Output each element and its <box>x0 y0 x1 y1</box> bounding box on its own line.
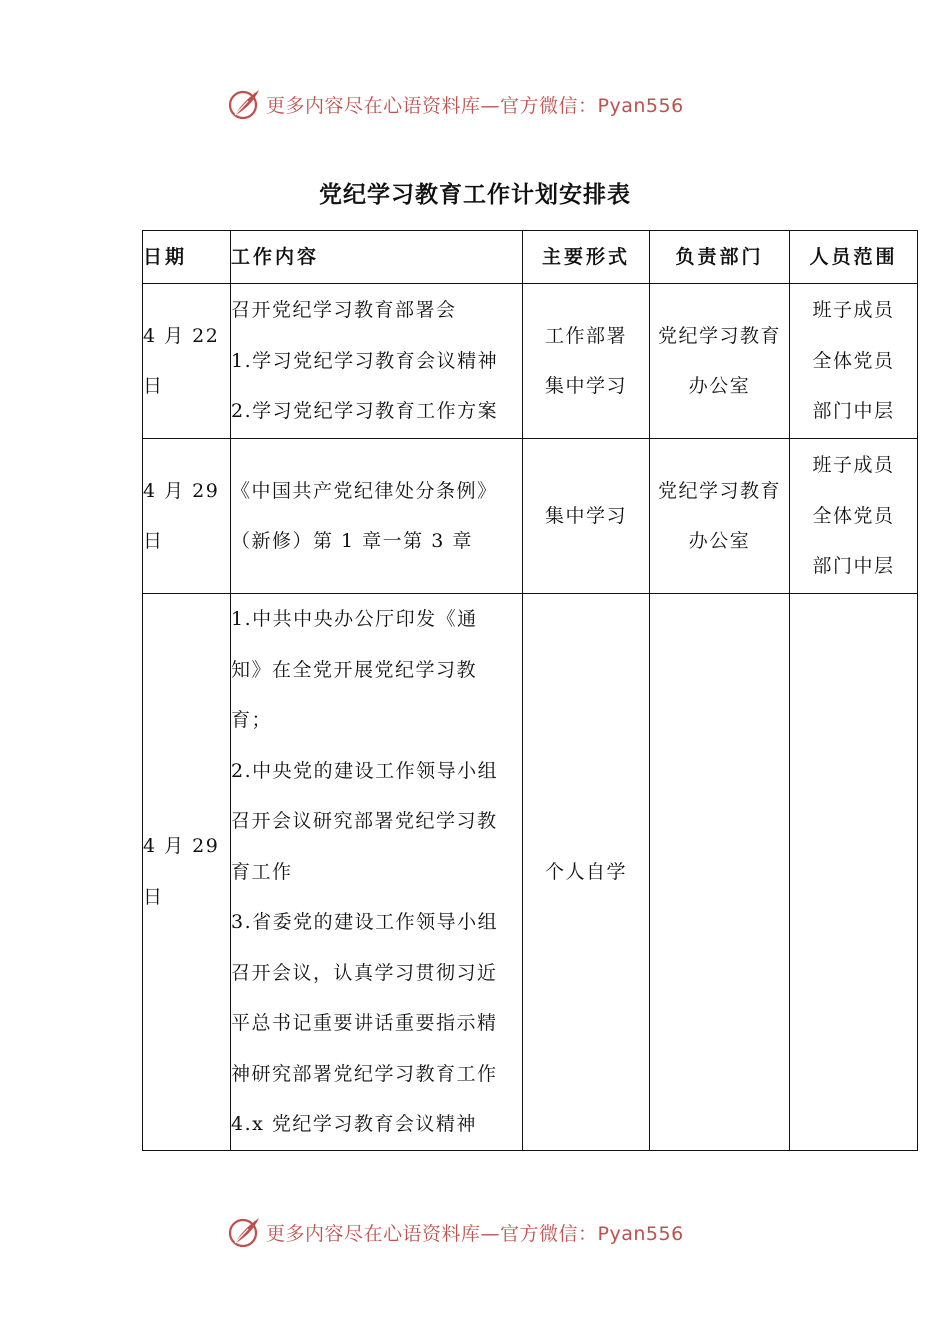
content-line: 神研究部署党纪学习教育工作 <box>231 1062 498 1085</box>
content-line: 1.学习党纪学习教育会议精神 <box>231 349 499 372</box>
content-line: 平总书记重要讲话重要指示精 <box>231 1012 498 1034</box>
date-cell <box>143 594 231 1151</box>
content-line: 3.省委党的建设工作领导小组 <box>231 911 499 933</box>
document-title: 党纪学习教育工作计划安排表 <box>319 181 631 208</box>
content-cell <box>231 439 523 594</box>
form-cell <box>523 439 650 594</box>
content-line: 4.x 党纪学习教育会议精神 <box>231 1113 477 1135</box>
scope-cell-empty <box>790 594 918 1151</box>
watermark-banner-bottom <box>228 1214 684 1250</box>
date-line: 日 <box>143 530 164 552</box>
watermark-text: 更多内容尽在心语资料库—官方微信：Pyan556 <box>266 1222 684 1245</box>
scope-line: 全体党员 <box>812 349 895 372</box>
date-cell <box>143 284 231 439</box>
table-row <box>143 594 918 1151</box>
content-line: 召开会议研究部署党纪学习教 <box>231 810 498 832</box>
department-cell <box>650 439 790 594</box>
watermark-text: 更多内容尽在心语资料库—官方微信：Pyan556 <box>266 94 684 117</box>
content-cell <box>231 284 523 439</box>
work-plan-table <box>142 230 918 1151</box>
table-header-row <box>143 231 918 284</box>
watermark-banner-top <box>228 86 684 122</box>
scope-line: 班子成员 <box>812 454 895 477</box>
table-row <box>143 284 918 439</box>
table-row <box>143 439 918 594</box>
scope-line: 部门中层 <box>812 400 895 423</box>
feather-pen-logo-icon <box>228 1215 262 1249</box>
form-line: 集中学习 <box>544 375 627 397</box>
form-cell <box>523 594 650 1151</box>
form-line: 个人自学 <box>544 860 627 883</box>
scope-line: 部门中层 <box>812 555 895 578</box>
content-line: 召开会议，认真学习贯彻习近 <box>231 961 498 984</box>
date-line: 日 <box>143 885 164 908</box>
scope-line: 班子成员 <box>812 299 895 322</box>
department-line: 办公室 <box>688 375 751 397</box>
feather-pen-logo-icon <box>228 87 262 121</box>
department-line: 办公室 <box>688 530 751 552</box>
date-line: 日 <box>143 375 164 397</box>
department-cell-empty <box>650 594 790 1151</box>
content-line: 1.中共中央办公厅印发《通 <box>231 608 478 630</box>
header-scope: 人员范围 <box>790 231 918 284</box>
content-cell <box>231 594 523 1151</box>
content-line: 《中国共产党纪律处分条例》 <box>231 479 498 502</box>
content-line: 知》在全党开展党纪学习教 <box>231 658 478 681</box>
header-department: 负责部门 <box>650 231 790 284</box>
scope-line: 全体党员 <box>812 504 895 527</box>
content-line: 2.中央党的建设工作领导小组 <box>231 759 499 782</box>
header-form: 主要形式 <box>523 231 650 284</box>
content-line: 育； <box>231 709 273 731</box>
department-cell <box>650 284 790 439</box>
content-line: （新修）第 1 章一第 3 章 <box>231 530 473 552</box>
date-cell <box>143 439 231 594</box>
content-line: 育工作 <box>231 860 293 883</box>
department-line: 党纪学习教育 <box>657 324 781 347</box>
date-line: 4 月 29 <box>143 479 220 502</box>
content-line: 召开党纪学习教育部署会 <box>231 299 457 322</box>
header-content: 工作内容 <box>231 231 523 284</box>
form-cell <box>523 284 650 439</box>
scope-cell <box>790 439 918 594</box>
date-line: 4 月 29 <box>143 835 220 858</box>
scope-cell <box>790 284 918 439</box>
department-line: 党纪学习教育 <box>657 479 781 502</box>
form-line: 集中学习 <box>544 504 627 527</box>
date-line: 4 月 22 <box>143 324 220 347</box>
header-date: 日期 <box>143 231 231 284</box>
content-line: 2.学习党纪学习教育工作方案 <box>231 400 499 423</box>
form-line: 工作部署 <box>544 324 627 347</box>
